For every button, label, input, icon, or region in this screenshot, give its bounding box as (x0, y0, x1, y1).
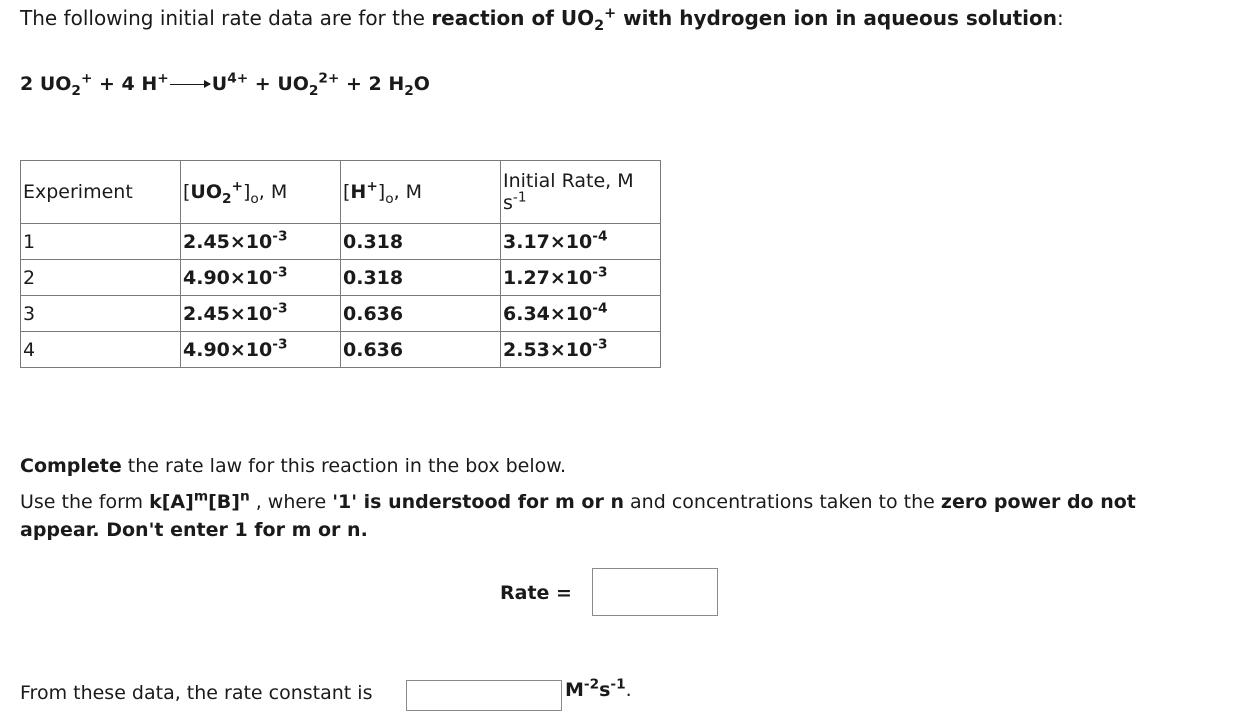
intro-colon: : (1056, 6, 1064, 30)
cell-experiment: 1 (21, 224, 181, 260)
reaction-equation: 2 $UO_2^+ + 4$ H+ $U^{4+} + UO_2^{2+} + 2$ $H_2O$ (20, 70, 430, 99)
table-header-row (21, 161, 661, 224)
cell-h: 0.318 (341, 260, 501, 296)
cell-h: 0.636 (341, 332, 501, 368)
cell-rate: $6.34\times 10^{-4}$ (501, 296, 661, 332)
header-initial-rate: Initial Rate, M $s^{-1}$ (501, 161, 661, 224)
cell-uo2: $2.45\times 10^{-3}$ (181, 224, 341, 260)
cell-rate: $1.27\times 10^{-3}$ (501, 260, 661, 296)
intro-text (20, 5, 1064, 34)
cell-rate: $2.53\times 10^{-3}$ (501, 332, 661, 368)
cell-uo2: $4.90\times 10^{-3}$ (181, 332, 341, 368)
header-experiment: Experiment (21, 161, 181, 224)
table-row (21, 260, 661, 296)
instruction-line-2: Use the form $k[A]^m[B]^n$ , where '1' is understood for m or n and concentrations taken to the zero power do not appear. Don't enter 1 for m or n. (20, 488, 1136, 541)
header-uo2-conc: $[UO_2^+]_o$, M (181, 161, 341, 224)
cell-uo2: $4.90\times 10^{-3}$ (181, 260, 341, 296)
cell-uo2: $2.45\times 10^{-3}$ (181, 296, 341, 332)
rate-law-input[interactable] (592, 568, 718, 616)
reaction-arrow-icon (170, 84, 210, 85)
rate-law-label: Rate = (500, 582, 572, 604)
cell-experiment: 2 (21, 260, 181, 296)
instruction-line-1: Complete the rate law for this reaction in the box below. (20, 455, 567, 477)
table-row (21, 224, 661, 260)
cell-rate: $3.17\times 10^{-4}$ (501, 224, 661, 260)
rate-data-table (20, 160, 661, 368)
intro-plain: The following initial rate data are for the (20, 6, 432, 30)
cell-experiment: 3 (21, 296, 181, 332)
table-row (21, 296, 661, 332)
intro-bold: reaction of $UO_2^+$ with hydrogen ion in aqueous solution (431, 5, 1057, 34)
cell-h: 0.636 (341, 296, 501, 332)
header-h-conc: $[H^+]_o$, M (341, 161, 501, 224)
rate-constant-input[interactable] (406, 680, 562, 711)
cell-experiment: 4 (21, 332, 181, 368)
rate-constant-unit: $M^{-2}s^{-1}$. (565, 676, 632, 701)
cell-h: 0.318 (341, 224, 501, 260)
table-row (21, 332, 661, 368)
rate-constant-label: From these data, the rate constant is (20, 682, 373, 704)
